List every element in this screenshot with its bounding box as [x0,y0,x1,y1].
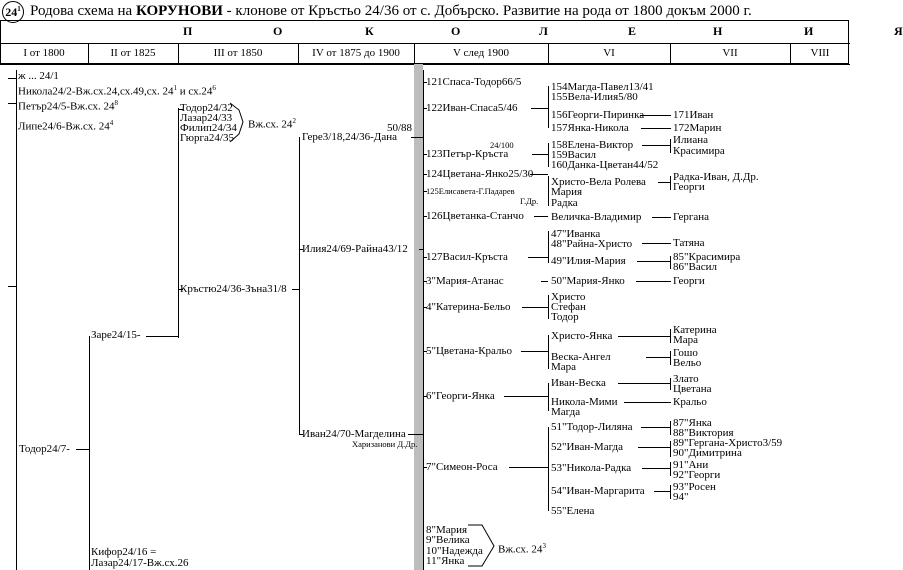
node-gyurga: Гюрга24/35 [180,132,234,144]
node-zh: ж ... 24/1 [18,70,59,82]
node-155: 155Вела-Илия5/80 [551,91,638,103]
node-hristo-vela: Христо-Вела Ролева [551,176,646,188]
node-156: 156Георги-Пиринка [551,109,645,121]
node-hristo-yanka: Христо-Янка [551,330,613,342]
node-nikola: Никола24/2-Вж.сх.24,сх.49,сх. $24^1$ и $сх.24^6$ [18,84,216,98]
node-53: 53"Никола-Радка [551,462,632,474]
node-georgi2-vii: Георги [673,275,705,287]
node-88: 88"Виктория [673,427,734,439]
ref-vzh24-2: Вж.сх. $24^2$ [248,117,296,131]
scheme-number-badge: $24^1$ [2,1,24,23]
node-5: 5"Цветана-Кральо [426,345,513,357]
node-zare: Заре24/15- [91,329,141,341]
node-ivan-veska: Иван-Веска [551,377,606,389]
gen-8: VIII [810,47,830,59]
node-91: 91"Ани [673,459,709,471]
node-nikola-mimi: Никола-Мими [551,396,618,408]
node-todor-vi: Тодор [551,311,579,323]
node-velichka: Величка-Владимир [551,211,642,223]
node-171: 171Иван [673,109,714,121]
node-ilia: Илия24/69-Райна43/12 [302,243,408,255]
node-3: 3"Мария-Атанас [426,275,504,287]
node-maria-vi: Мария [551,186,583,198]
gen-5: V след 1900 [453,47,509,59]
node-127: 127Васил-Кръста [426,251,508,263]
node-126: 126Цветанка-Станчо [426,210,524,222]
node-48: 48"Райна-Христо [551,238,633,250]
node-8: 8"Мария [426,524,468,536]
node-159: 159Васил [551,149,596,161]
node-velyo: Вельо [673,357,702,369]
node-6: 6"Георги-Янка [426,390,495,402]
node-123-sup: 24/100 [490,140,514,150]
node-123: 123Петър-Кръста [426,148,509,160]
node-filip: Филип24/34 [180,122,237,134]
node-50: 50"Мария-Янко [551,275,625,287]
node-kifor: Кифор24/16 = [91,546,157,558]
node-86: 86"Васил [673,261,717,273]
node-160: 160Данка-Цветан44/52 [551,159,659,171]
node-mara-vi: Мара [551,361,577,373]
node-mara-vii: Мара [673,334,699,346]
node-55: 55"Елена [551,505,595,517]
node-7: 7"Симеон-Роса [426,461,498,473]
ref-vzh24-3: Вж.сх. $24^3$ [498,542,546,556]
gen-6: VI [603,47,615,59]
node-4: 4"Катерина-Бельо [426,301,511,313]
node-125: 125Елисавета-Г.Падарев [426,186,515,196]
node-54: 54"Иван-Маргарита [551,485,645,497]
node-94: 94" [673,491,689,503]
node-krasimira-vii: Красимира [673,145,725,157]
node-124: 124Цветана-Янко25/30 [426,168,534,180]
gen-4: IV от 1875 до 1900 [312,47,400,59]
node-kralyo: Кральо [673,396,707,408]
node-todor-gen3: Тодор24/32 [180,102,233,114]
generation-divider-band [414,64,423,570]
node-radka-ivan: Радка-Иван, Д.Др. [673,171,759,183]
node-93: 93"Росен [673,481,716,493]
node-125-sub: Г.Др. [520,196,539,206]
node-zlato: Злато [673,373,699,385]
gen-2: II от 1825 [110,47,156,59]
node-gere-top: 50/88 [387,122,413,134]
node-katerina-vii: Катерина [673,324,717,336]
pokolenia-label: П О К О Л Е Н И Я [183,24,903,38]
node-89: 89"Гергана-Христо3/59 [673,437,783,449]
node-gergana: Гергана [673,211,710,223]
node-tatyana: Татяна [673,237,705,249]
node-stefan: Стефан [551,301,586,313]
node-hristo-vi: Христо [551,291,586,303]
node-ivan-gen4: Иван24/70-Магделина [302,428,406,440]
node-122: 122Иван-Спаса5/46 [426,102,518,114]
node-gosho: Гошо [673,347,698,359]
node-158: 158Елена-Виктор [551,139,634,151]
node-veska-angel: Веска-Ангел [551,351,611,363]
node-157: 157Янка-Никола [551,122,629,134]
node-11: 11"Янка [426,555,465,567]
node-47: 47"Иванка [551,228,601,240]
node-ivan-sub: Харизанови Д.Др. [352,439,418,449]
node-51: 51"Тодор-Лиляна [551,421,633,433]
node-49: 49"Илия-Мария [551,255,626,267]
node-10: 10"Надежда [426,545,483,557]
gen-1: I от 1800 [23,47,65,59]
node-92: 92"Георги [673,469,721,481]
node-lipe: Липе24/6-Вж.сх. $24^4$ [18,119,114,133]
node-radka-vi: Радка [551,197,578,209]
node-georgi-vii: Георги [673,181,705,193]
node-tsvetana-vii: Цветана [673,383,712,395]
node-lazar-kifor: Лазар24/17-Вж.сх.26 [91,557,189,569]
node-172: 172Марин [673,122,722,134]
node-9: 9"Велика [426,534,470,546]
node-121: 121Спаса-Тодор66/5 [426,76,522,88]
node-krastyu: Кръстю24/36-Зъна31/8 [180,283,287,295]
page-title: Родова схема на КОРУНОВИ - клонове от Кръстьо 24/36 от с. Добърско. Развитие на рода от 1800 докъм 2000 г. [30,3,752,19]
node-todor-gen1: Тодор24/7- [19,443,70,455]
node-90: 90"Димитрина [673,447,742,459]
node-lazar-gen3: Лазар24/33 [180,112,233,124]
gen-3: III от 1850 [213,47,263,59]
node-petar: Петър24/5-Вж.сх. $24^8$ [18,99,118,113]
node-52: 52"Иван-Магда [551,441,624,453]
gen-7: VII [722,47,738,59]
node-154: 154Магда-Павел13/41 [551,81,654,93]
node-87: 87"Янка [673,417,712,429]
node-gere: Гере3/18,24/36-Дана [302,131,397,143]
node-magda: Магда [551,406,581,418]
node-iliana: Илиана [673,134,708,146]
node-85: 85"Красимира [673,251,741,263]
